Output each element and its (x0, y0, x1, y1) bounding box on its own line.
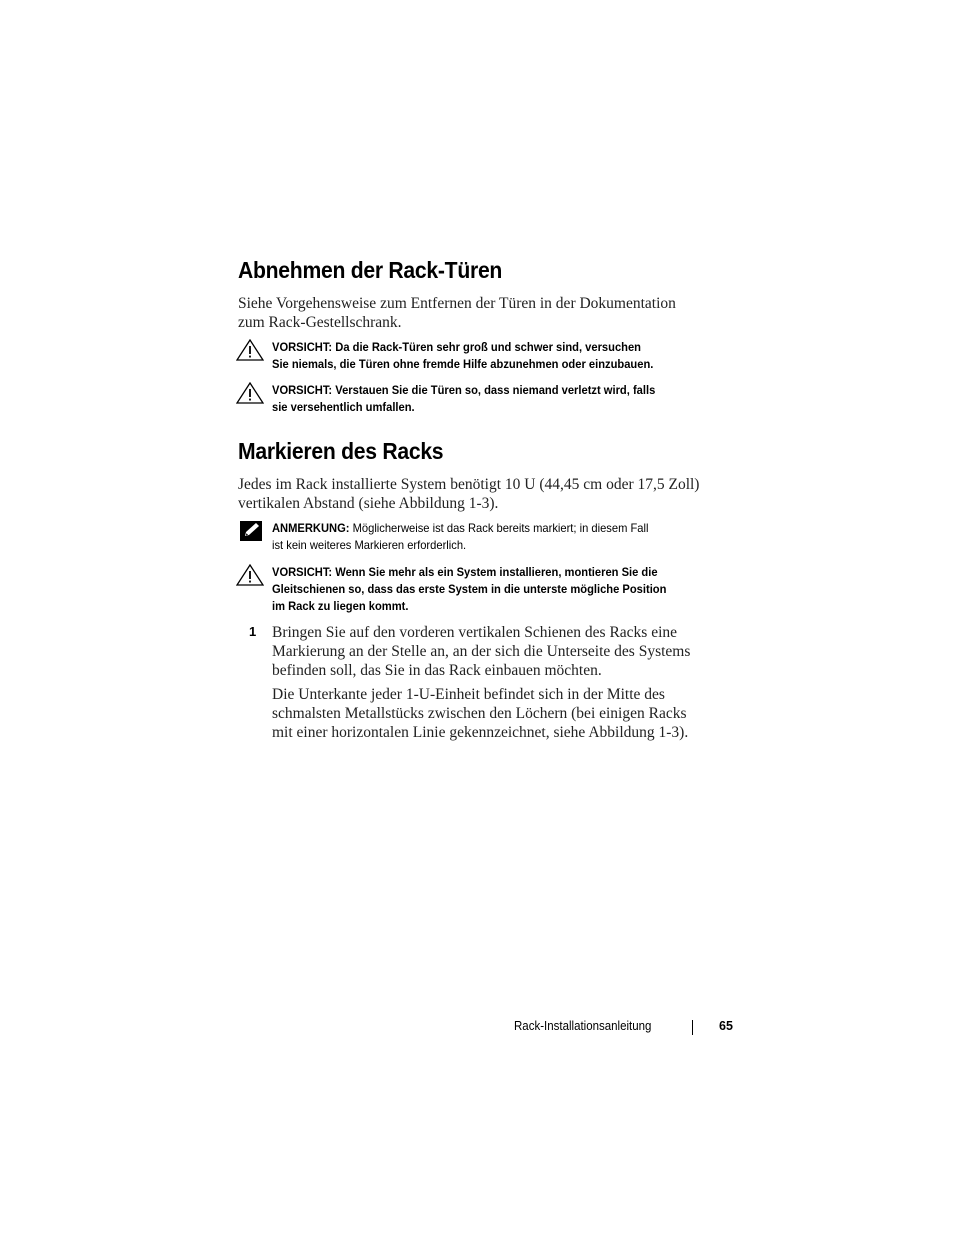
step-line: Die Unterkante jeder 1-U-Einheit befindet sich in der Mitte des (272, 686, 665, 703)
step-line: Markierung an der Stelle an, an der sich die Unterseite des Systems (272, 643, 691, 660)
note-text (272, 520, 712, 554)
warning-triangle-icon (236, 564, 264, 586)
paragraph-line: vertikalen Abstand (siehe Abbildung 1-3). (238, 495, 499, 512)
caution-line: sie versehentlich umfallen. (272, 400, 415, 414)
paragraph-line: Jedes im Rack installierte System benötigt 10 U (44,45 cm oder 17,5 Zoll) (238, 476, 700, 493)
step-line: Bringen Sie auf den vorderen vertikalen Schienen des Racks eine (272, 624, 678, 641)
caution-label: VORSICHT: (272, 565, 333, 579)
paragraph-line: Siehe Vorgehensweise zum Entfernen der Türen in der Dokumentation (238, 295, 676, 312)
step-line: mit einer horizontalen Linie gekennzeichnet, siehe Abbildung 1-3). (272, 724, 689, 741)
warning-triangle-icon (236, 382, 264, 404)
note-line: ist kein weiteres Markieren erforderlich. (272, 538, 467, 552)
caution-label: VORSICHT: (272, 340, 333, 354)
caution-line: Verstauen Sie die Türen so, dass niemand verletzt wird, falls (335, 383, 656, 397)
caution-line: Da die Rack-Türen sehr groß und schwer sind, versuchen (335, 340, 642, 354)
footer-document-title: Rack-Installationsanleitung (514, 1019, 652, 1033)
step-1-text (272, 623, 742, 680)
caution-line: Sie niemals, die Türen ohne fremde Hilfe abzunehmen oder einzubauen. (272, 357, 654, 371)
caution-line: Wenn Sie mehr als ein System installieren, montieren Sie die (335, 565, 658, 579)
footer-page-number: 65 (719, 1019, 733, 1033)
step-1-followup (272, 685, 742, 742)
note-label: ANMERKUNG: (272, 521, 350, 535)
step-line: schmalsten Metallstücks zwischen den Löchern (bei einigen Racks (272, 705, 687, 722)
heading-mark-rack: Markieren des Racks (238, 438, 444, 464)
caution-text (272, 382, 712, 416)
pencil-note-icon (236, 520, 264, 542)
heading-remove-rack-doors: Abnehmen der Rack-Türen (238, 257, 503, 283)
caution-label: VORSICHT: (272, 383, 333, 397)
note-line: Möglicherweise ist das Rack bereits markiert; in diesem Fall (352, 521, 649, 535)
paragraph-remove-doors (238, 294, 708, 332)
step-line: befinden soll, das Sie in das Rack einbauen möchten. (272, 662, 602, 679)
caution-line: Gleitschienen so, dass das erste System in die unterste mögliche Position (272, 582, 667, 596)
caution-text (272, 564, 712, 615)
step-number: 1 (249, 624, 257, 639)
footer-separator (692, 1020, 693, 1035)
paragraph-mark-rack (238, 475, 708, 513)
caution-text (272, 339, 712, 373)
warning-triangle-icon (236, 339, 264, 361)
caution-line: im Rack zu liegen kommt. (272, 599, 409, 613)
paragraph-line: zum Rack-Gestellschrank. (238, 314, 402, 331)
